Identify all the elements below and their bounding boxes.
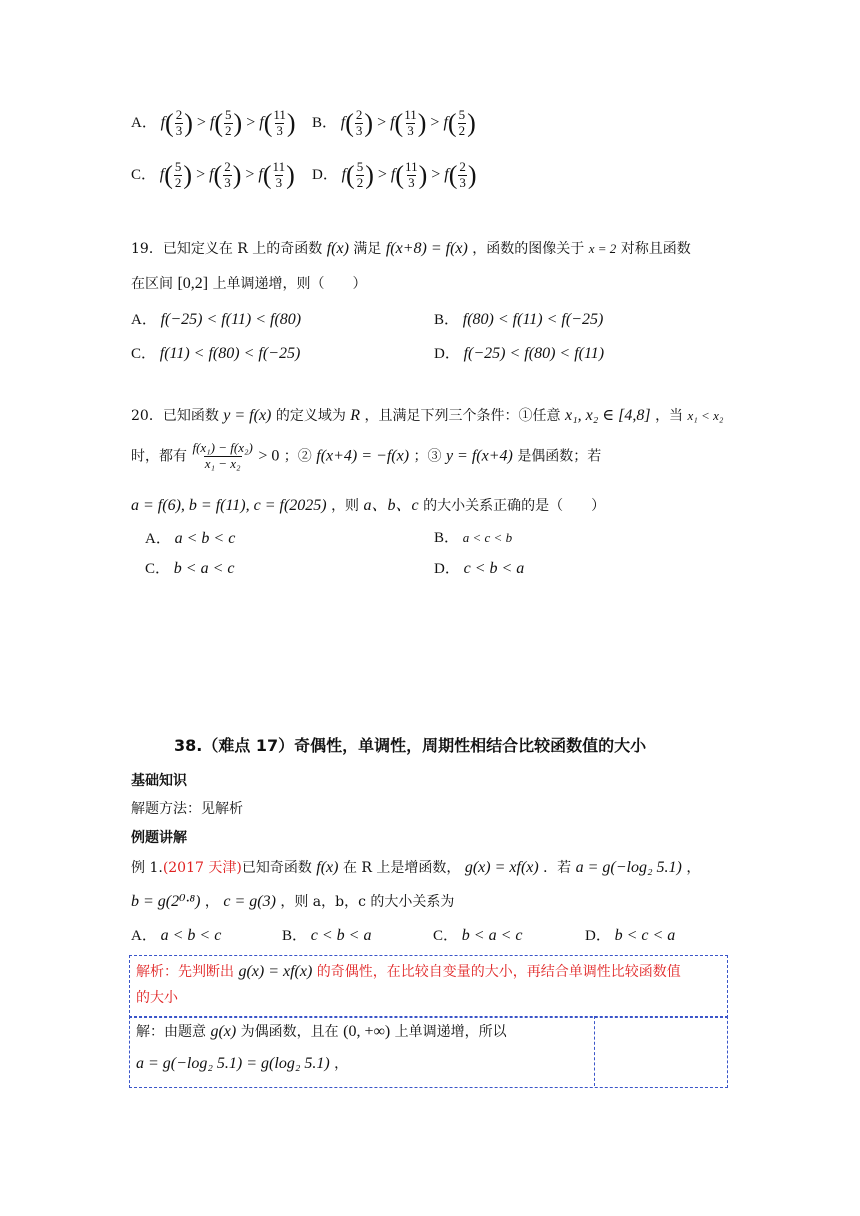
q20-frac-numerator: f(x₁) − f(x₂) — [192, 440, 253, 455]
greater-than-sign: > — [430, 114, 440, 132]
q20-defs: a = f(6), b = f(11), c = f(2025) — [131, 497, 327, 514]
right-paren: ) — [183, 160, 193, 190]
fraction — [458, 160, 467, 191]
q18-option-c[interactable] — [131, 160, 295, 191]
function-symbol: f — [159, 166, 165, 184]
right-paren: ) — [286, 160, 295, 190]
fraction — [458, 108, 467, 139]
q20-stem-line3 — [131, 498, 605, 514]
q20-option-a[interactable] — [145, 531, 235, 547]
function-symbol: f — [340, 114, 346, 132]
right-paren: ) — [418, 160, 428, 190]
fraction — [224, 108, 233, 139]
right-paren: ) — [417, 108, 427, 138]
q19-text-2: 满足 — [353, 241, 382, 257]
right-paren: ) — [233, 108, 243, 138]
q19-symmetry-axis: x = 2 — [588, 241, 617, 256]
example1-a-def: a = g(−log₂ 5.1) — [575, 859, 682, 876]
q19-text-6: 上单调递增，则（ ） — [212, 276, 367, 292]
example1-number: 例 1. — [131, 860, 163, 876]
right-paren: ) — [364, 108, 374, 138]
q18-option-b-label: B． — [312, 115, 338, 132]
q20-cond-order: x₁ < x₂ — [687, 408, 724, 423]
solution-line2 — [136, 1056, 348, 1072]
function-symbol: f — [444, 166, 449, 184]
q20-gt-zero: > 0 — [258, 447, 280, 465]
example1-option-d-expr: b < c < a — [614, 927, 676, 944]
function-symbol: f — [209, 166, 214, 184]
function-symbol: f — [258, 166, 263, 184]
q19-option-b[interactable] — [434, 312, 603, 328]
q20-option-a-expr: a < b < c — [174, 530, 236, 547]
q19-periodic-eq: f(x+8) = f(x) — [385, 240, 468, 257]
solution-divider — [594, 1016, 595, 1086]
right-paren: ) — [467, 108, 476, 138]
method-text: 解题方法：见解析 — [131, 801, 243, 817]
q20-text-3: ，且满足下列三个条件：①任意 — [364, 408, 561, 424]
greater-than-sign: > — [196, 114, 206, 132]
basics-heading: 基础知识 — [131, 773, 187, 789]
q20-cond-odd-shift: f(x+4) = −f(x) — [316, 447, 410, 465]
right-paren: ) — [184, 108, 193, 138]
greater-than-sign: > — [196, 166, 206, 184]
q20-frac-denominator: x₁ − x₂ — [204, 455, 241, 471]
example1-option-c-expr: b < a < c — [461, 927, 523, 944]
q20-cond-domain: x₁, x₂ ∈ [4,8] — [564, 407, 651, 424]
q19-option-a-expr: f(−25) < f(11) < f(80) — [160, 311, 302, 328]
q19-text-1: 19．已知定义在 R 上的奇函数 — [131, 241, 323, 257]
q19-text-5: 在区间 — [131, 276, 173, 292]
fraction-numerator: 2 — [175, 107, 183, 122]
left-paren: ( — [214, 108, 224, 138]
q19-option-a-label: A． — [131, 312, 157, 328]
example1-line2 — [131, 894, 454, 910]
example1-text-4: ， — [686, 860, 701, 876]
fraction-denominator: 3 — [275, 174, 283, 190]
function-symbol: f — [443, 114, 448, 132]
right-paren: ) — [232, 160, 242, 190]
function-symbol: f — [341, 166, 347, 184]
fraction-denominator: 3 — [408, 174, 415, 190]
fraction-denominator: 2 — [458, 122, 466, 138]
q19-option-d-expr: f(−25) < f(80) < f(11) — [463, 345, 605, 362]
example1-gx: g(x) = xf(x) — [464, 859, 539, 876]
fraction-denominator: 3 — [355, 122, 363, 138]
solution-interval: (0, +∞) — [343, 1023, 391, 1040]
example1-text-5: ， — [204, 894, 219, 910]
q19-stem-line1 — [131, 241, 691, 257]
fraction-denominator: 3 — [224, 174, 231, 190]
q20-option-b-label: B． — [434, 530, 460, 546]
q19-option-b-expr: f(80) < f(11) < f(−25) — [462, 311, 604, 328]
fraction — [175, 108, 184, 139]
function-symbol: f — [209, 114, 215, 132]
fraction-denominator: 3 — [175, 122, 183, 138]
right-paren: ) — [365, 160, 374, 190]
example1-c-def: c = g(3) — [223, 893, 276, 910]
fraction — [405, 160, 418, 191]
function-symbol: f — [160, 114, 166, 132]
fraction-numerator: 5 — [458, 107, 466, 122]
solution-text-4: ， — [334, 1056, 349, 1072]
q18-option-c-label: C． — [131, 167, 157, 184]
q19-text-3: ，函数的图像关于 — [472, 241, 585, 257]
right-paren: ) — [286, 108, 296, 138]
fraction-numerator: 11 — [404, 107, 417, 122]
example1-option-c[interactable] — [433, 928, 522, 944]
left-paren: ( — [346, 160, 355, 190]
q20-option-d-expr: c < b < a — [463, 560, 525, 577]
right-paren: ) — [467, 160, 477, 190]
analysis-text-2: 的奇偶性，在比较自变量的大小，再结合单调性比较函数值 — [316, 964, 681, 980]
example1-text-2: 在 R 上是增函数， — [342, 860, 461, 876]
q18-option-d-label: D． — [312, 167, 338, 184]
fraction-numerator: 11 — [273, 107, 286, 122]
q19-interval: [0,2] — [177, 275, 209, 292]
example1-option-a-label: A． — [131, 928, 157, 944]
q20-text-1: 20．已知函数 — [131, 408, 219, 424]
example1-fx: f(x) — [316, 859, 339, 876]
fraction — [223, 160, 232, 191]
function-symbol: f — [390, 166, 396, 184]
left-paren: ( — [165, 108, 174, 138]
fraction — [273, 160, 286, 191]
fraction — [404, 108, 417, 139]
q19-text-4: 对称且函数 — [620, 241, 691, 257]
example1-option-b-label: B． — [282, 928, 308, 944]
example1-text-6: ，则 a，b，c 的大小关系为 — [280, 894, 455, 910]
left-paren: ( — [394, 108, 404, 138]
fraction-numerator: 2 — [224, 159, 231, 174]
q20-text-9: ，则 — [331, 498, 360, 514]
analysis-text-1: 解析：先判断出 — [136, 964, 234, 980]
fraction-numerator: 5 — [356, 159, 364, 174]
left-paren: ( — [447, 108, 457, 138]
greater-than-sign: > — [245, 166, 255, 184]
fraction — [273, 108, 286, 139]
left-paren: ( — [395, 160, 405, 190]
q18-option-a[interactable] — [131, 108, 296, 139]
q20-difference-quotient — [192, 441, 252, 472]
fraction-denominator: 2 — [225, 122, 232, 138]
greater-than-sign: > — [431, 166, 441, 184]
solution-text-1: 解：由题意 — [136, 1024, 206, 1040]
q18-option-b-expr — [340, 107, 476, 138]
fraction — [356, 160, 365, 191]
left-paren: ( — [262, 160, 272, 190]
q20-option-b-expr: a < c < b — [462, 530, 513, 545]
q20-option-c-label: C． — [145, 561, 171, 577]
left-paren: ( — [345, 108, 354, 138]
q19-option-c[interactable] — [131, 346, 300, 362]
example1-b-def: b = g(2⁰·⁸) — [131, 893, 201, 910]
q19-stem-line2 — [131, 276, 367, 292]
q18-option-a-label: A． — [131, 115, 157, 132]
fraction-numerator: 11 — [405, 159, 418, 174]
q20-domain-r: R — [350, 407, 361, 424]
q20-text-6: ；② — [283, 448, 312, 465]
q20-option-d-label: D． — [434, 561, 460, 577]
fraction-denominator: 3 — [276, 122, 283, 138]
example1-source: (2017 天津) — [162, 860, 242, 876]
q20-option-b[interactable] — [434, 531, 512, 546]
example1-option-d-label: D． — [585, 928, 611, 944]
q20-option-c-expr: b < a < c — [173, 560, 235, 577]
fraction-denominator: 3 — [407, 122, 414, 138]
example1-option-c-label: C． — [433, 928, 459, 944]
examples-heading: 例题讲解 — [131, 830, 187, 846]
q20-text-10: 的大小关系正确的是（ ） — [423, 498, 606, 514]
q18-option-c-expr — [159, 159, 295, 190]
fraction-numerator: 5 — [225, 107, 232, 122]
q20-stem-line2 — [131, 441, 601, 472]
fraction-numerator: 5 — [174, 159, 182, 174]
q20-option-a-label: A． — [145, 531, 171, 547]
q19-option-d[interactable] — [434, 346, 604, 362]
solution-text-3: 上单调递增，所以 — [394, 1024, 507, 1040]
q20-vars: a、b、c — [363, 497, 419, 514]
fraction-numerator: 2 — [355, 107, 363, 122]
example1-text-3: ．若 — [543, 860, 572, 876]
q18-option-d-expr — [341, 159, 477, 190]
example1-option-d[interactable] — [585, 928, 675, 944]
q19-option-a[interactable] — [131, 312, 301, 328]
example1-option-b-expr: c < b < a — [310, 927, 372, 944]
fraction-denominator: 2 — [174, 174, 182, 190]
example1-option-a-expr: a < b < c — [160, 927, 222, 944]
analysis-line1 — [136, 964, 681, 980]
fraction — [355, 108, 364, 139]
greater-than-sign: > — [377, 166, 387, 184]
left-paren: ( — [263, 108, 273, 138]
fraction-numerator: 11 — [272, 159, 286, 174]
solution-gx: g(x) — [210, 1023, 237, 1040]
q19-fx: f(x) — [326, 240, 349, 257]
q19-option-d-label: D． — [434, 346, 460, 362]
q20-text-4: ，当 — [655, 408, 684, 424]
left-paren: ( — [164, 160, 173, 190]
q20-cond-even: y = f(x+4) — [445, 447, 513, 465]
q20-text-2: 的定义域为 — [275, 408, 346, 424]
q20-text-7: ；③ — [413, 448, 442, 465]
fraction-numerator: 2 — [459, 159, 466, 174]
q20-yfx: y = f(x) — [223, 407, 272, 424]
q19-option-c-label: C． — [131, 346, 157, 362]
q19-option-b-label: B． — [434, 312, 460, 328]
left-paren: ( — [213, 160, 223, 190]
example1-line1 — [131, 860, 700, 876]
fraction-denominator: 3 — [459, 174, 466, 190]
q19-option-c-expr: f(11) < f(80) < f(−25) — [159, 345, 301, 362]
solution-equation: a = g(−log₂ 5.1) = g(log₂ 5.1) — [136, 1055, 330, 1072]
q20-stem-line1 — [131, 408, 723, 424]
left-paren: ( — [448, 160, 458, 190]
q20-text-8: 是偶函数；若 — [517, 448, 602, 465]
q18-option-a-expr — [160, 107, 296, 138]
function-symbol: f — [390, 114, 395, 132]
example1-text-1: 已知奇函数 — [241, 860, 312, 876]
q18-option-d[interactable] — [312, 160, 477, 191]
q20-option-d[interactable] — [434, 561, 524, 577]
q20-text-5: 时，都有 — [131, 448, 187, 465]
analysis-line2: 的大小 — [136, 990, 178, 1006]
fraction — [174, 160, 183, 191]
solution-line1 — [136, 1024, 507, 1040]
example1-option-a[interactable] — [131, 928, 221, 944]
greater-than-sign: > — [246, 114, 256, 132]
q20-option-c[interactable] — [145, 561, 234, 577]
solution-text-2: 为偶函数，且在 — [240, 1024, 339, 1040]
section-title: 38.（难点 17）奇偶性，单调性，周期性相结合比较函数值的大小 — [174, 736, 647, 755]
greater-than-sign: > — [377, 114, 387, 132]
fraction-denominator: 2 — [356, 174, 364, 190]
example1-option-b[interactable] — [282, 928, 371, 944]
analysis-gx: g(x) = xf(x) — [238, 963, 313, 980]
function-symbol: f — [259, 114, 264, 132]
q18-option-b[interactable] — [312, 108, 476, 139]
